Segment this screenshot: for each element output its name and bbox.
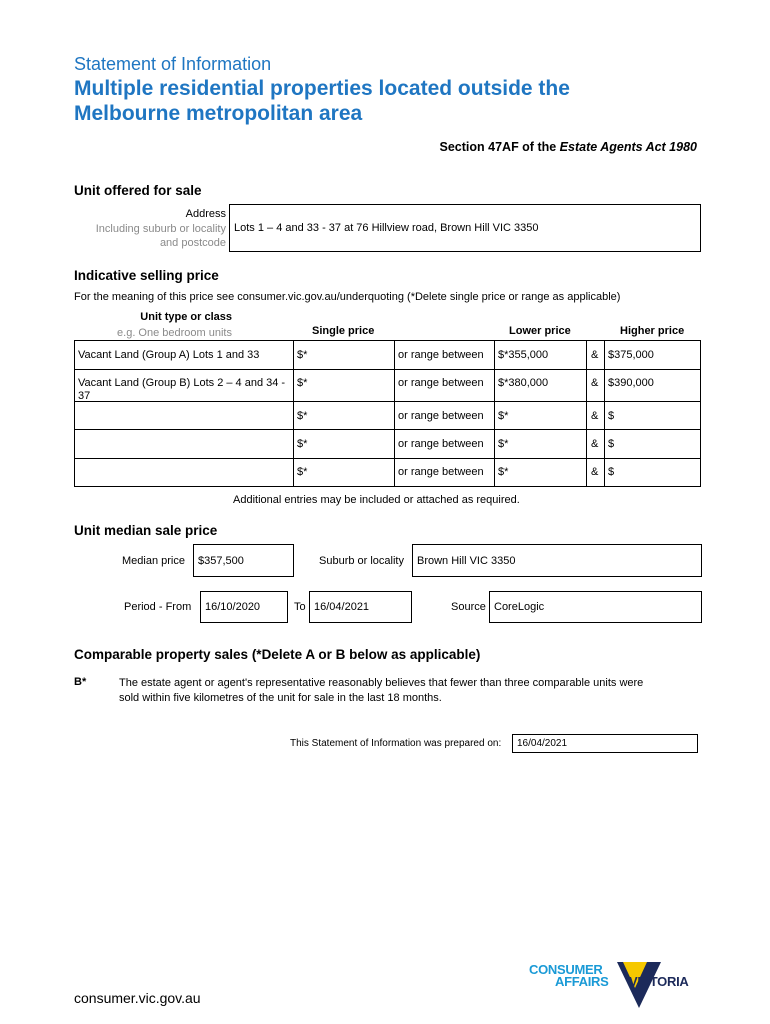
prepared-label: This Statement of Information was prepared on: — [290, 738, 502, 749]
row2-range-label: or range between — [398, 377, 484, 389]
row3-lower[interactable]: $* — [498, 410, 509, 422]
row3-amp: & — [591, 410, 599, 422]
address-field[interactable] — [229, 204, 701, 252]
footer-url[interactable]: consumer.vic.gov.au — [74, 990, 201, 1006]
table-col-divider — [293, 340, 294, 487]
median-heading: Unit median sale price — [74, 523, 218, 538]
source-value: CoreLogic — [494, 601, 545, 613]
row2-amp: & — [591, 377, 599, 389]
row2-unit[interactable]: Vacant Land (Group B) Lots 2 – 4 and 34 - 37 — [78, 377, 286, 402]
row3-single[interactable]: $* — [297, 410, 308, 422]
row4-amp: & — [591, 438, 599, 450]
logo-affairs: AFFAIRS — [555, 974, 609, 989]
suburb-label: Suburb or locality — [319, 555, 404, 567]
period-from-value: 16/10/2020 — [205, 601, 261, 613]
comparable-text-line1: The estate agent or agent's representative reasonably believes that fewer than three comparable units were — [119, 677, 644, 689]
period-to-label: To — [294, 601, 306, 613]
table-col-divider — [586, 340, 587, 487]
additional-entries-note: Additional entries may be included or attached as required. — [233, 494, 520, 506]
row3-higher[interactable]: $ — [608, 410, 615, 422]
row2-single[interactable]: $* — [297, 377, 308, 389]
row4-single[interactable]: $* — [297, 438, 308, 450]
logo-consumer: CONSUMER — [529, 962, 603, 977]
row5-higher[interactable]: $ — [608, 466, 615, 478]
row1-unit[interactable]: Vacant Land (Group A) Lots 1 and 33 — [78, 349, 260, 361]
table-divider — [74, 458, 701, 459]
section-prefix: Section 47AF of the — [439, 140, 560, 154]
address-label-line1: Address — [185, 208, 226, 220]
single-price-header: Single price — [312, 325, 375, 337]
source-label: Source — [451, 601, 486, 613]
suburb-value: Brown Hill VIC 3350 — [417, 555, 516, 567]
row5-amp: & — [591, 466, 599, 478]
period-from-label: Period - From — [124, 601, 192, 613]
unit-type-label: Unit type or class — [140, 311, 232, 323]
unit-offered-heading: Unit offered for sale — [74, 183, 202, 198]
row3-range-label: or range between — [398, 410, 484, 422]
indicative-note: For the meaning of this price see consumer.vic.gov.au/underquoting (*Delete single price or range as applicable) — [74, 291, 621, 303]
comparable-text-line2: sold within five kilometres of the unit for sale in the last 18 months. — [119, 692, 442, 704]
indicative-heading: Indicative selling price — [74, 268, 219, 283]
table-col-divider — [394, 340, 395, 487]
row4-lower[interactable]: $* — [498, 438, 509, 450]
source-field[interactable] — [489, 591, 702, 623]
row5-range-label: or range between — [398, 466, 484, 478]
prepared-date-value: 16/04/2021 — [517, 738, 568, 749]
row1-lower[interactable]: $*355,000 — [498, 349, 549, 361]
median-price-label: Median price — [122, 555, 185, 567]
address-label — [74, 207, 226, 251]
period-to-field[interactable] — [309, 591, 412, 623]
row1-amp: & — [591, 349, 599, 361]
row5-single[interactable]: $* — [297, 466, 308, 478]
table-divider — [74, 429, 701, 430]
unit-type-example: e.g. One bedroom units — [117, 327, 232, 339]
prepared-date-field[interactable] — [512, 734, 698, 753]
section-reference — [440, 140, 697, 154]
row1-higher[interactable]: $375,000 — [608, 349, 654, 361]
row4-higher[interactable]: $ — [608, 438, 615, 450]
row4-range-label: or range between — [398, 438, 484, 450]
page-title-line2: Melbourne metropolitan area — [74, 102, 363, 125]
table-divider — [74, 369, 701, 370]
page-title — [74, 76, 694, 126]
median-price-value: $357,500 — [198, 555, 244, 567]
comparable-heading: Comparable property sales (*Delete A or B below as applicable) — [74, 647, 481, 662]
price-table — [74, 340, 701, 487]
lower-price-header: Lower price — [509, 325, 571, 337]
page-title-line1: Multiple residential properties located outside the — [74, 77, 570, 100]
section-act: Estate Agents Act 1980 — [559, 140, 697, 154]
period-from-field[interactable] — [200, 591, 288, 623]
period-to-value: 16/04/2021 — [314, 601, 370, 613]
logo-victoria: VICTORIA — [629, 974, 689, 989]
row1-range-label: or range between — [398, 349, 484, 361]
comparable-text — [119, 676, 643, 706]
comparable-marker: B* — [74, 676, 87, 688]
suburb-field[interactable] — [412, 544, 702, 577]
table-col-divider — [494, 340, 495, 487]
row1-single[interactable]: $* — [297, 349, 308, 361]
median-price-field[interactable] — [193, 544, 294, 577]
table-col-divider — [604, 340, 605, 487]
row2-lower[interactable]: $*380,000 — [498, 377, 549, 389]
row5-lower[interactable]: $* — [498, 466, 509, 478]
page-subtitle: Statement of Information — [74, 54, 272, 74]
consumer-affairs-victoria-logo — [527, 958, 703, 1014]
unit-type-header — [74, 309, 232, 341]
address-label-line2: Including suburb or locality — [95, 222, 226, 235]
row2-higher[interactable]: $390,000 — [608, 377, 654, 389]
higher-price-header: Higher price — [620, 325, 685, 337]
address-label-line3: and postcode — [159, 237, 226, 249]
address-value: Lots 1 – 4 and 33 - 37 at 76 Hillview road, Brown Hill VIC 3350 — [234, 222, 539, 234]
